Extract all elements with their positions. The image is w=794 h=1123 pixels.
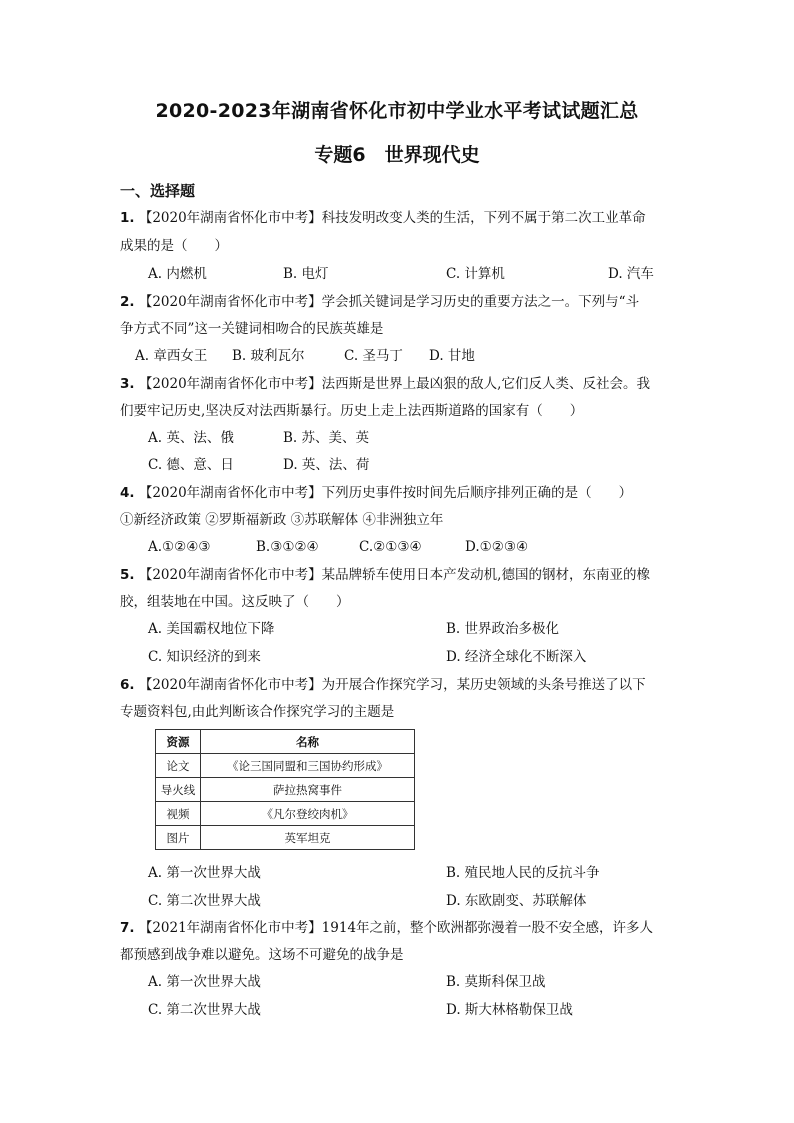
q3-option-c: C. 德、意、日	[148, 457, 234, 473]
q4-option-b: B.③①②④	[256, 539, 319, 555]
question-2	[120, 292, 680, 312]
table-row	[156, 754, 415, 778]
question-1-line2: 成果的是（ ）	[120, 238, 228, 254]
question-number: 6.	[120, 677, 135, 693]
q7-option-d: D. 斯大林格勒保卫战	[446, 1002, 573, 1018]
table-header-row	[156, 730, 415, 754]
q5-option-d: D. 经济全球化不断深入	[446, 649, 587, 665]
question-5-line2: 胶，组装地在中国。这反映了（ ）	[120, 594, 350, 610]
q7-option-a: A. 第一次世界大战	[148, 974, 261, 990]
q2-option-a: A. 章西女王	[135, 348, 208, 364]
q2-option-d: D. 甘地	[429, 348, 475, 364]
q1-option-a: A. 内燃机	[148, 266, 207, 282]
table-row	[156, 826, 415, 850]
question-text: 【2020年湖南省怀化市中考】某品牌轿车使用日本产发动机,德国的钢材，东南亚的橡	[138, 567, 650, 583]
q3-option-d: D. 英、法、荷	[283, 457, 370, 473]
table-cell: 视频	[156, 802, 201, 826]
q1-option-d: D. 汽车	[608, 266, 654, 282]
table-cell: 图片	[156, 826, 201, 850]
question-number: 2.	[120, 294, 135, 310]
q4-option-a: A.①②④③	[148, 539, 211, 555]
question-1	[120, 208, 680, 228]
q4-option-d: D.①②③④	[465, 539, 529, 555]
question-3-line2: 们要牢记历史,坚决反对法西斯暴行。历史上走上法西斯道路的国家有（ ）	[120, 403, 584, 419]
q6-option-b: B. 殖民地人民的反抗斗争	[446, 865, 600, 881]
question-6	[120, 675, 680, 695]
resource-table	[155, 729, 415, 850]
question-4-line2: ①新经济政策 ②罗斯福新政 ③苏联解体 ④非洲独立年	[120, 512, 444, 528]
question-text: 【2020年湖南省怀化市中考】下列历史事件按时间先后顺序排列正确的是（ ）	[138, 485, 633, 501]
q6-option-c: C. 第二次世界大战	[148, 893, 261, 909]
table-cell: 萨拉热窝事件	[201, 778, 415, 802]
q1-option-b: B. 电灯	[283, 266, 329, 282]
question-6-line2: 专题资料包,由此判断该合作探究学习的主题是	[120, 704, 395, 720]
table-cell: 论文	[156, 754, 201, 778]
question-4	[120, 483, 680, 503]
q3-option-a: A. 英、法、俄	[148, 430, 234, 446]
q7-option-c: C. 第二次世界大战	[148, 1002, 261, 1018]
question-number: 7.	[120, 920, 135, 936]
question-3	[120, 374, 680, 394]
table-cell: 《凡尔登绞肉机》	[201, 802, 415, 826]
table-cell: 导火线	[156, 778, 201, 802]
document-subtitle: 专题6 世界现代史	[314, 144, 480, 166]
question-text: 【2020年湖南省怀化市中考】学会抓关键词是学习历史的重要方法之一。下列与“斗	[138, 294, 640, 310]
question-text: 【2021年湖南省怀化市中考】1914年之前，整个欧洲都弥漫着一股不安全感，许多人	[138, 920, 654, 936]
table-cell: 英军坦克	[201, 826, 415, 850]
question-number: 5.	[120, 567, 135, 583]
question-2-line2: 争方式不同”这一关键词相吻合的民族英雄是	[120, 321, 384, 337]
table-row	[156, 778, 415, 802]
question-number: 1.	[120, 210, 135, 226]
question-text: 【2020年湖南省怀化市中考】法西斯是世界上最凶狠的敌人,它们反人类、反社会。我	[138, 376, 650, 392]
q6-option-d: D. 东欧剧变、苏联解体	[446, 893, 587, 909]
question-text: 【2020年湖南省怀化市中考】科技发明改变人类的生活，下列不属于第二次工业革命	[138, 210, 646, 226]
table-header: 资源	[156, 730, 201, 754]
question-7	[120, 918, 680, 938]
q5-option-a: A. 美国霸权地位下降	[148, 621, 275, 637]
table-header: 名称	[201, 730, 415, 754]
table-cell: 《论三国同盟和三国协约形成》	[201, 754, 415, 778]
q1-option-c: C. 计算机	[446, 266, 505, 282]
q2-option-b: B. 玻利瓦尔	[232, 348, 305, 364]
section-heading: 一、选择题	[120, 182, 196, 200]
q4-option-c: C.②①③④	[359, 539, 422, 555]
q7-option-b: B. 莫斯科保卫战	[446, 974, 546, 990]
question-number: 3.	[120, 376, 135, 392]
question-number: 4.	[120, 485, 135, 501]
q5-option-c: C. 知识经济的到来	[148, 649, 261, 665]
question-5	[120, 565, 680, 585]
table-row	[156, 802, 415, 826]
q3-option-b: B. 苏、美、英	[283, 430, 370, 446]
question-text: 【2020年湖南省怀化市中考】为开展合作探究学习，某历史领域的头条号推送了以下	[138, 677, 646, 693]
question-7-line2: 都预感到战争难以避免。这场不可避免的战争是	[120, 947, 404, 963]
q2-option-c: C. 圣马丁	[344, 348, 403, 364]
q6-option-a: A. 第一次世界大战	[148, 865, 261, 881]
q5-option-b: B. 世界政治多极化	[446, 621, 560, 637]
document-title: 2020-2023年湖南省怀化市初中学业水平考试试题汇总	[155, 100, 639, 122]
